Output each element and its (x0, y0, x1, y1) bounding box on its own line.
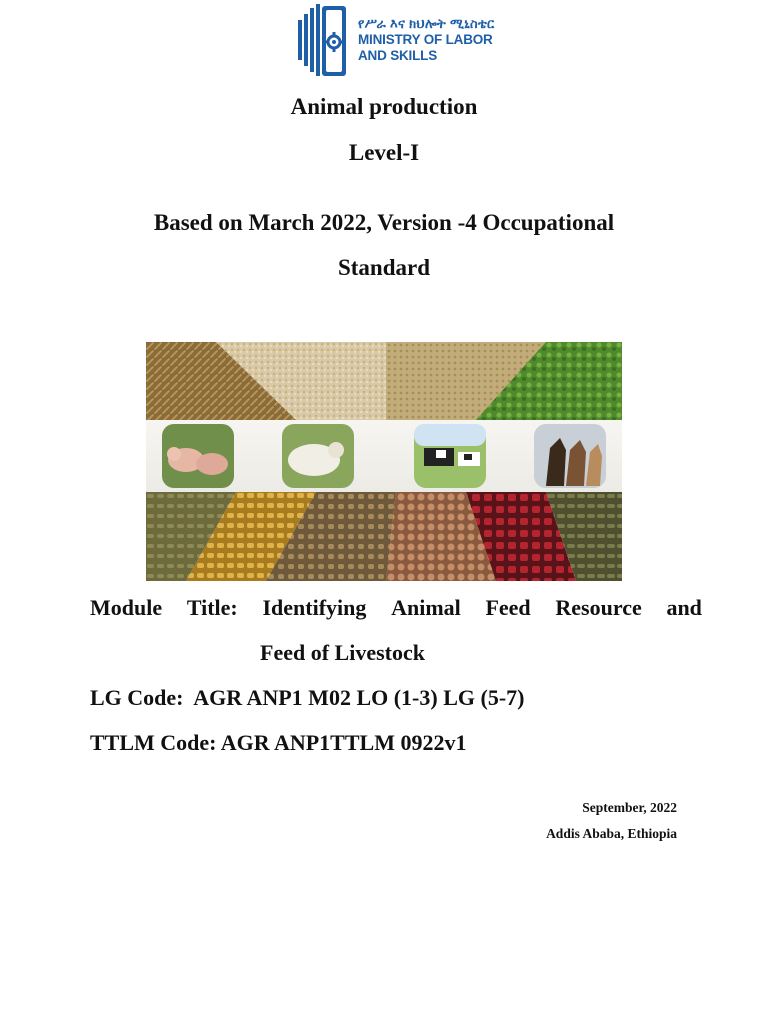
module-title-word: Identifying (262, 595, 367, 620)
sheep-photo (282, 424, 354, 488)
module-title-continuation: Feed of Livestock (260, 640, 425, 665)
logo-line-2: AND SKILLS (358, 48, 438, 63)
program-title: Animal production (290, 94, 478, 119)
feed-collage-image (146, 342, 622, 581)
module-title-word: Module (90, 595, 163, 620)
logo-line-1: MINISTRY OF LABOR (358, 32, 493, 47)
feed-top-band (146, 342, 622, 420)
module-title-word: Animal (391, 595, 461, 620)
level-title: Level-I (348, 140, 420, 165)
module-title-line (90, 595, 702, 621)
cows-photo (414, 424, 486, 488)
ttlm-code: TTLM Code: AGR ANP1TTLM 0922v1 (90, 730, 467, 755)
logo-amharic: የሥራ እና ክህሎት ሚኒስቴር (358, 16, 495, 31)
module-title-word: Title: (186, 595, 238, 620)
ministry-logo (296, 2, 495, 78)
publication-date: September, 2022 (582, 800, 677, 815)
module-title-word: Resource (555, 595, 642, 620)
livestock-band (146, 420, 622, 492)
feed-pellets-band (146, 492, 622, 581)
module-title-word: and (666, 595, 702, 620)
module-title-word: Feed (485, 595, 531, 620)
logo-text (358, 16, 495, 64)
horses-photo (534, 424, 606, 488)
ministry-emblem-icon (296, 2, 354, 78)
standard-title: Based on March 2022, Version -4 Occupational (153, 210, 615, 235)
publication-place: Addis Ababa, Ethiopia (546, 826, 677, 841)
pigs-photo (162, 424, 234, 488)
standard-title-cont: Standard (337, 255, 431, 280)
lg-code: LG Code: AGR ANP1 M02 LO (1-3) LG (5-7) (90, 685, 525, 710)
